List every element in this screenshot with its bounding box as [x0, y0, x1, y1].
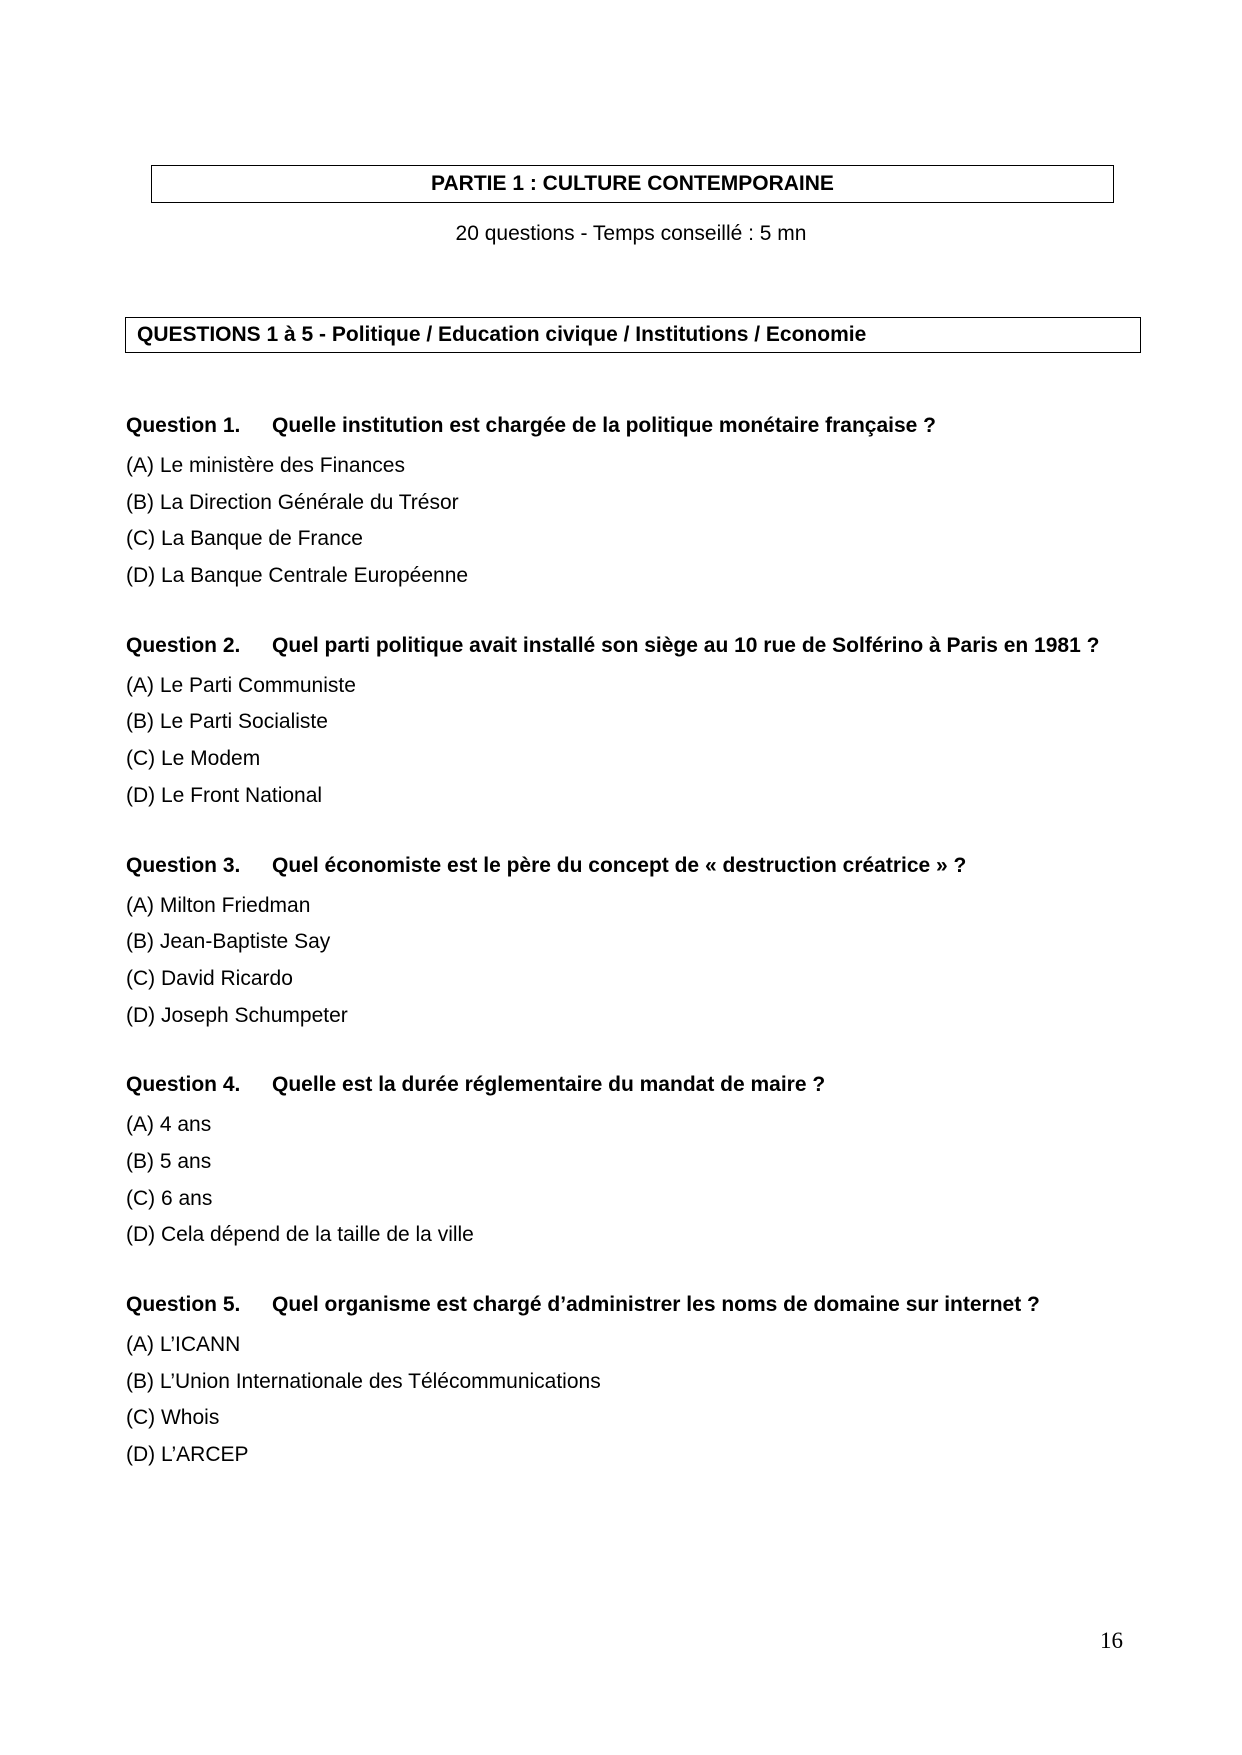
- answer-option-b: (B) 5 ans: [126, 1149, 212, 1173]
- question-text: Quelle est la durée réglementaire du mandat de maire ?: [272, 1073, 826, 1097]
- answer-option-a: (A) Le ministère des Finances: [126, 454, 405, 477]
- question-title: [126, 1290, 1146, 1327]
- question-label: Question 4.: [126, 1073, 241, 1097]
- answer-option-a: (A) 4 ans: [126, 1113, 212, 1137]
- question-title: [126, 1070, 1146, 1107]
- answer-option-d: (D) Cela dépend de la taille de la ville: [126, 1223, 474, 1247]
- answer-option-a: (A) L’ICANN: [126, 1333, 241, 1356]
- question-label: Question 2.: [126, 633, 241, 657]
- answer-option-c: (C) Le Modem: [126, 747, 261, 771]
- question-text: Quel parti politique avait installé son siège au 10 rue de Solférino à Paris en 1981 ?: [272, 633, 1100, 657]
- answer-option-b: (B) L’Union Internationale des Télécommunications: [126, 1369, 601, 1393]
- answer-option-b: (B) Le Parti Socialiste: [126, 710, 328, 734]
- answer-option-a: (A) Le Parti Communiste: [126, 673, 356, 697]
- question-5: [126, 1290, 1146, 1474]
- answer-option-c: (C) 6 ans: [126, 1186, 213, 1210]
- question-1: [126, 411, 1146, 595]
- question-label: Question 3.: [126, 853, 241, 877]
- answer-option-c: (C) Whois: [126, 1406, 220, 1430]
- question-2: [126, 631, 1146, 815]
- answer-option-d: (D) L’ARCEP: [126, 1443, 249, 1467]
- question-text: Quelle institution est chargée de la politique monétaire française ?: [272, 414, 936, 437]
- question-text: Quel économiste est le père du concept de « destruction créatrice » ?: [272, 853, 967, 877]
- answer-option-d: (D) Joseph Schumpeter: [126, 1003, 348, 1027]
- answer-option-c: (C) La Banque de France: [126, 527, 363, 551]
- part-title: PARTIE 1 : CULTURE CONTEMPORAINE: [431, 172, 834, 195]
- section-title: QUESTIONS 1 à 5 - Politique / Education civique / Institutions / Economie: [137, 323, 867, 346]
- question-label: Question 5.: [126, 1293, 241, 1316]
- question-title: [126, 411, 1146, 448]
- answer-option-c: (C) David Ricardo: [126, 966, 293, 990]
- question-3: [126, 851, 1146, 1035]
- part-subtitle: 20 questions - Temps conseillé : 5 mn: [455, 222, 807, 245]
- answer-option-b: (B) Jean-Baptiste Say: [126, 930, 331, 954]
- answer-option-a: (A) Milton Friedman: [126, 893, 311, 917]
- question-title: [126, 631, 1146, 668]
- answer-option-d: (D) Le Front National: [126, 783, 323, 807]
- questions-list: [126, 411, 1146, 1510]
- question-4: [126, 1070, 1146, 1254]
- page-number: 16: [1100, 1628, 1123, 1653]
- answer-option-b: (B) La Direction Générale du Trésor: [126, 490, 459, 514]
- question-title: [126, 851, 1146, 888]
- part-title-box: [151, 165, 1114, 203]
- question-text: Quel organisme est chargé d’administrer les noms de domaine sur internet ?: [272, 1293, 1040, 1316]
- answer-option-d: (D) La Banque Centrale Européenne: [126, 564, 469, 588]
- question-label: Question 1.: [126, 414, 241, 437]
- section-title-box: [125, 317, 1141, 353]
